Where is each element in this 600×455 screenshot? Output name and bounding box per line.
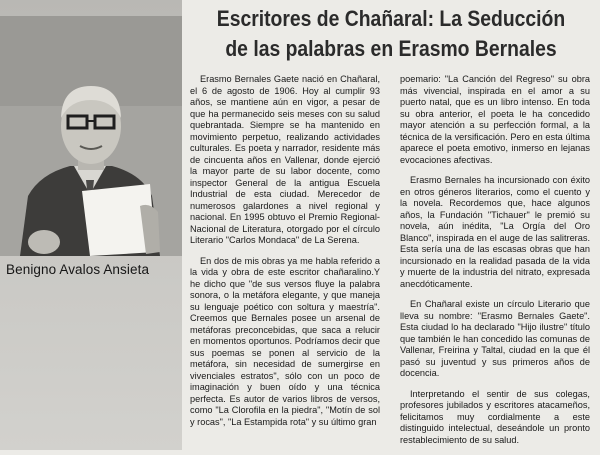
paragraph: Erasmo Bernales ha incursionado con éxito en otros géneros literarios, como el cuento y la novela. Recordemos que, hace algunos años, la Fundación "Tichauer" le premió su novela, aún inédita, "La Orgía del Oro Blanco", inspirada en el auge de las salitreras. Esta sería una de las escasas obras que han incursionado en la realidad pasada de la vida y muerte de la industria del nitrato, expresada anecdóticamente.: [400, 175, 590, 289]
author-column: [0, 0, 182, 450]
paragraph: En dos de mis obras ya me habla referido a la vida y obra de este escritor chañaralino.Y he dicho que "de sus versos fluye la palabra sonora, o la metáfora elegante, y que maneja su lenguaje poético con soltura y maestría". Creemos que Bernales posee un arsenal de metáforas preconcebidas, que saca a relucir en momentos oportunos. Podríamos decir que sus poemas se ponen al servicio de la metáfora, sin necesidad de sumergirse en vivenciales estratos", sólo con un poco de imaginación y buen oído y una técnica perfecta. Es autor de varios libros de versos, como "La Clorofila en la piedra", "Motín de sol y rocas", "La Estampida rota" y su último gran: [190, 255, 380, 427]
paragraph: Erasmo Bernales Gaete nació en Chañaral, el 6 de agosto de 1906. Hoy al cumplir 93 años, se mantiene aún en vigor, a pesar de que ha permanecido seis meses con su salud quebrantada. Siempre se ha mantenido en movimiento perpetuo, realizando actividades culturales. Es poeta y narrador, residente más de cincuenta años en Vallenar, donde ejerció la mayor parte de su labor docente, como inspector General de la antigua Escuela Industrial de esta ciudad. Merecedor de numerosos galardones a nivel regional y nacional. En 1995 obtuvo el Premio Regional-Nacional de Literatura, otorgado por el círculo Literario "Carlos Mondaca" de La Serena.: [190, 74, 380, 245]
headline-line-1: Escritores de Chañaral: La Seducción: [216, 6, 566, 31]
headline-line-2: de las palabras en Erasmo Bernales: [225, 36, 557, 61]
author-portrait: [0, 16, 182, 256]
article-column-1: [190, 74, 380, 437]
article-headline: [211, 4, 570, 64]
paragraph: poemario: "La Canción del Regreso" su obra más vivencial, inspirada en el amor a su puerto natal, que es un libro intenso. En toda su obra anterior, el poeta le ha concedido mayor atención a su perfección formal, a la técnica de la versificación. Pero en esta última aparece el poeta emotivo, inmerso en lejanas evocaciones afectivas.: [400, 74, 590, 165]
article-column-2: [400, 74, 590, 455]
author-caption: Benigno Avalos Ansieta: [6, 262, 150, 277]
paragraph: En Chañaral existe un círculo Literario que lleva su nombre: "Erasmo Bernales Gaete". Esta ciudad lo ha declarado "Hijo ilustre" título que también le han concedido las comunas de Vallenar, Freirina y Taltal, ciudad en la que él pasó su juventud y sus primeros años de docencia.: [400, 299, 590, 378]
portrait-illustration: [0, 16, 182, 256]
paragraph: Interpretando el sentir de sus colegas, profesores jubilados y escritores atacameños, felicitamos muy cordialmente a este distinguido intelectual, deseándole un pronto restablecimiento de su salud.: [400, 388, 590, 445]
